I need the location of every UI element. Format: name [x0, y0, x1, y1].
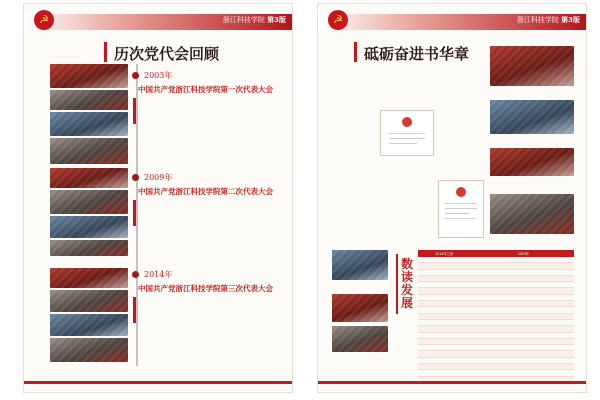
- section-photo: [50, 112, 128, 136]
- certificate-line: [445, 213, 469, 214]
- table-header-row: [418, 250, 574, 257]
- timeline-dot: [132, 72, 139, 79]
- title-accent-bar: [354, 42, 357, 62]
- right-page: [318, 4, 586, 392]
- photo-caption: [490, 236, 574, 245]
- section-heading: 中国共产党浙江科技学院第三次代表大会: [138, 284, 273, 293]
- party-emblem-icon: ☭: [34, 10, 54, 30]
- section-year: 2009年: [144, 173, 173, 182]
- section-body: [142, 297, 288, 365]
- section-year: 2003年: [144, 71, 173, 80]
- section-photo: [50, 216, 128, 238]
- certificate-line: [445, 208, 477, 209]
- data-section-bar: [396, 254, 398, 314]
- running-head-issue: 第3版: [267, 16, 286, 24]
- certificate-line: [445, 218, 475, 219]
- section-photo: [50, 168, 128, 188]
- timeline-dot: [132, 271, 139, 278]
- running-head-issue: 第3版: [561, 16, 580, 24]
- photo-caption: [490, 136, 574, 145]
- footer-bar: [318, 381, 586, 384]
- photo: [490, 194, 574, 234]
- photo-caption: [490, 178, 574, 187]
- section-body: [142, 200, 288, 258]
- stats-table: [418, 250, 574, 383]
- title-accent-bar: [104, 42, 107, 62]
- certificate-line: [389, 133, 425, 134]
- certificate-line: [445, 203, 477, 204]
- seal-icon: [402, 117, 412, 127]
- footer-bar: [24, 381, 292, 384]
- timeline-line: [136, 64, 138, 366]
- photo: [490, 100, 574, 134]
- column-header: 2014年之前: [433, 250, 516, 257]
- running-head: [517, 15, 580, 25]
- certificate-image: [438, 180, 484, 238]
- section-body: [142, 98, 288, 160]
- section-photo: [50, 190, 128, 214]
- section-side-strip: [133, 98, 136, 124]
- column-header: [418, 250, 433, 257]
- column-header: 2019年: [516, 250, 574, 257]
- photo: [332, 294, 388, 322]
- section-heading: 中国共产党浙江科技学院第一次代表大会: [138, 85, 273, 94]
- section-photo: [50, 268, 128, 288]
- section-side-strip: [133, 297, 136, 323]
- section-photo: [50, 64, 128, 88]
- running-head-title: 浙江科技学院: [516, 16, 559, 24]
- running-head: [223, 15, 286, 25]
- certificate-line: [389, 138, 425, 139]
- intro-text: [332, 68, 484, 106]
- section-photo: [50, 314, 128, 336]
- seal-icon: [456, 187, 466, 197]
- section-photo: [50, 290, 128, 312]
- section-side-strip: [133, 200, 136, 226]
- page-title: 历次党代会回顾: [114, 45, 220, 63]
- running-head-title: 浙江科技学院: [222, 16, 265, 24]
- timeline-dot: [132, 174, 139, 181]
- photo: [332, 326, 388, 352]
- certificate-line: [389, 143, 417, 144]
- section-photo: [50, 90, 128, 110]
- left-page: [24, 4, 292, 392]
- section-photo: [50, 138, 128, 164]
- page-title: 砥砺奋进书华章: [364, 45, 470, 63]
- section-year: 2014年: [144, 270, 173, 279]
- certificate-image: [380, 110, 434, 156]
- section-photo: [50, 338, 128, 362]
- photo: [332, 250, 388, 280]
- party-emblem-icon: ☭: [328, 10, 348, 30]
- photo: [490, 148, 574, 176]
- section-heading: 中国共产党浙江科技学院第二次代表大会: [138, 187, 273, 196]
- data-section-label: 数读发展: [400, 257, 413, 310]
- section-photo: [50, 240, 128, 256]
- photo-caption: [490, 88, 574, 97]
- photo: [490, 46, 574, 86]
- photo-caption: [372, 190, 432, 220]
